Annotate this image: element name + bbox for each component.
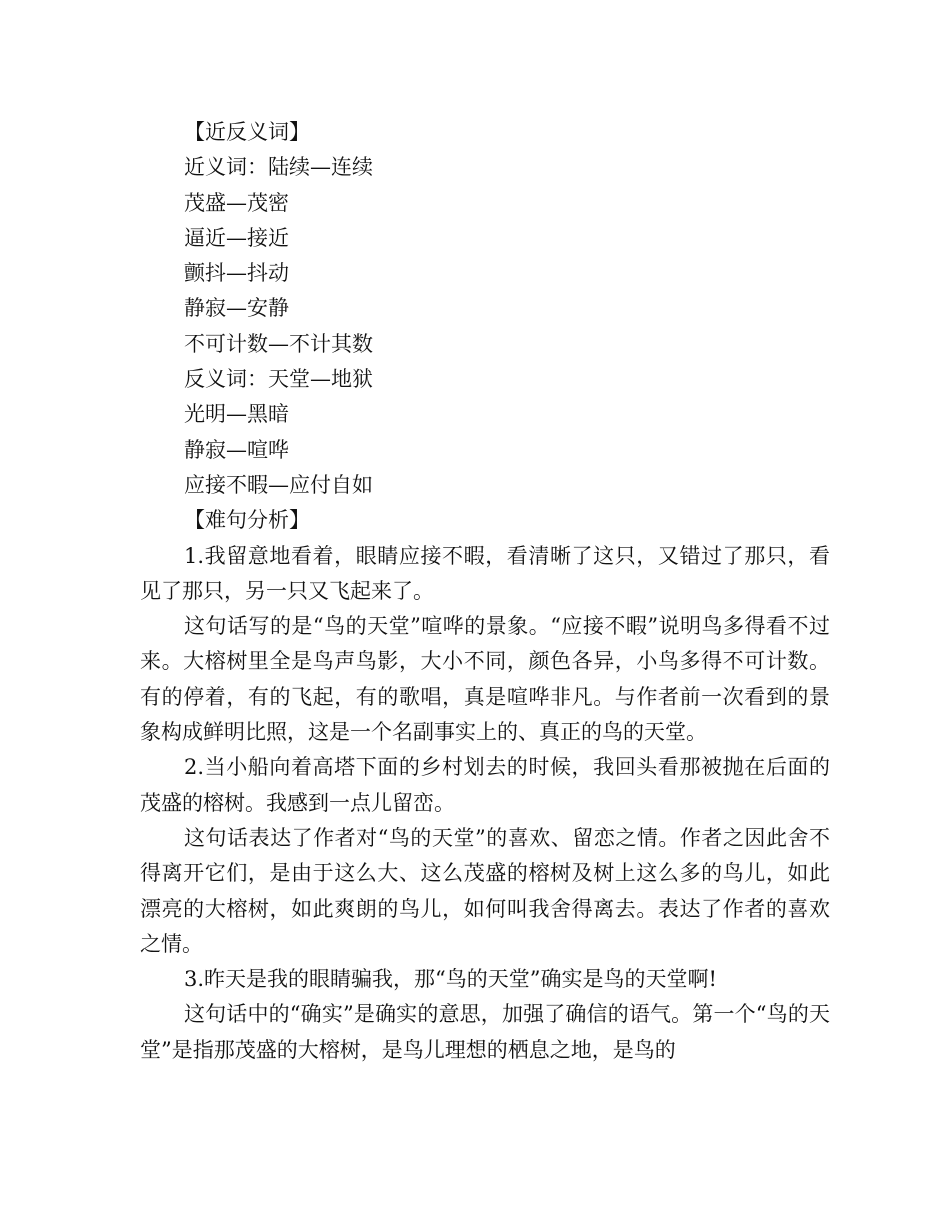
antonym-intro-line: 反义词：天堂—地狱 xyxy=(184,367,373,392)
analysis-explanation-3: 这句话中的“确实”是确实的意思，加强了确信的语气。第一个“鸟的天堂”是指那茂盛的大榕树，是鸟儿理想的栖息之地，是鸟的 xyxy=(140,1002,830,1062)
synonym-item: 不可计数—不计其数 xyxy=(184,331,373,356)
document-page xyxy=(140,115,830,1068)
analysis-explanation-2: 这句话表达了作者对“鸟的天堂”的喜欢、留恋之情。作者之因此舍不得离开它们，是由于这么大、这么茂盛的榕树及树上这么多的鸟儿，如此漂亮的大榕树，如此爽朗的鸟儿，如何叫我舍得离去。表达了作者的喜欢之情。 xyxy=(140,825,830,956)
section-heading-analysis: 【难句分析】 xyxy=(184,508,310,533)
analysis-explanation-1: 这句话写的是“鸟的天堂”喧哗的景象。“应接不暇”说明鸟多得看不过来。大榕树里全是鸟声鸟影，大小不同，颜色各异，小鸟多得不可计数。有的停着，有的飞起，有的歌唱，真是喧哗非凡。与作者前一次看到的景象构成鲜明比照，这是一个名副事实上的、真正的鸟的天堂。 xyxy=(140,614,830,745)
antonym-item: 应接不暇—应付自如 xyxy=(184,472,373,497)
section-heading-synonyms: 【近反义词】 xyxy=(184,120,310,144)
antonym-item: 静寂—喧哗 xyxy=(184,437,289,462)
analysis-sentence-2: 2.当小船向着高塔下面的乡村划去的时候，我回头看那被抛在后面的茂盛的榕树。我感到一点儿留峦。 xyxy=(140,755,830,815)
synonym-item: 颤抖—抖动 xyxy=(184,261,289,286)
antonym-item: 光明—黑暗 xyxy=(184,402,289,427)
synonym-item: 茂盛—茂密 xyxy=(184,190,289,215)
analysis-sentence-1: 1.我留意地看着，眼睛应接不暇，看清晰了这只，又错过了那只，看见了那只，另一只又飞起来了。 xyxy=(140,543,830,603)
analysis-sentence-3: 3.昨天是我的眼睛骗我，那“鸟的天堂”确实是鸟的天堂啊! xyxy=(184,967,717,992)
synonym-item: 静寂—安静 xyxy=(184,296,289,321)
synonym-item: 逼近—接近 xyxy=(184,225,289,250)
synonym-intro-line: 近义词：陆续—连续 xyxy=(184,155,373,180)
